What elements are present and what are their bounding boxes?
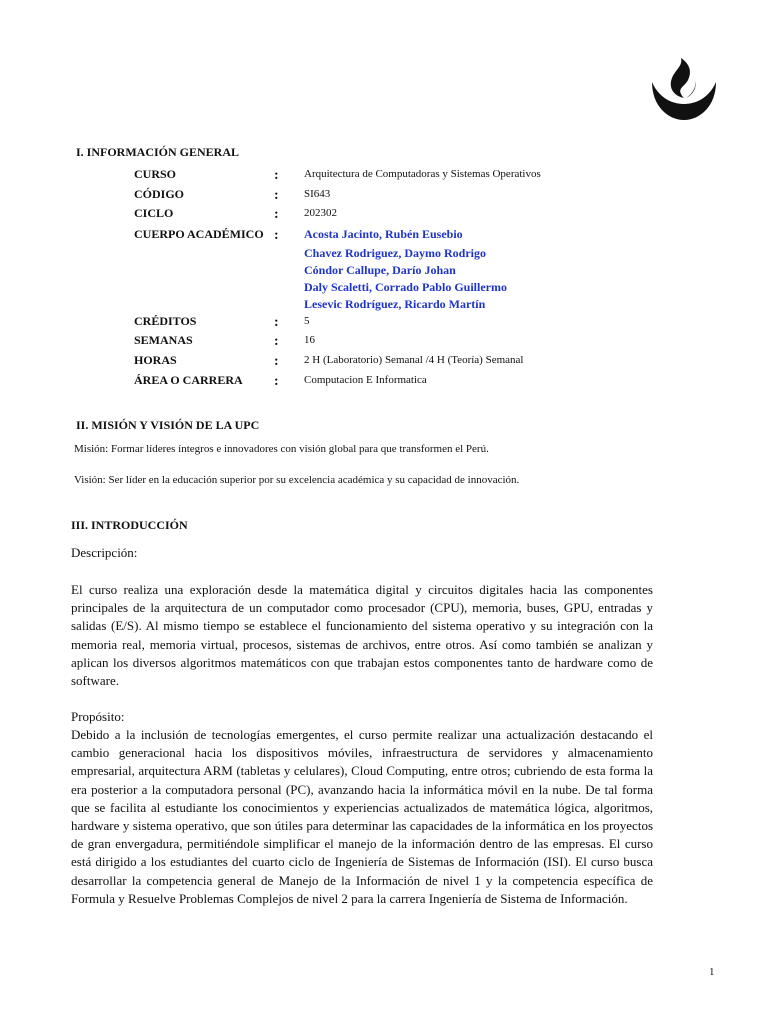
field-label-ciclo: CICLO — [134, 206, 174, 220]
descripcion-label: Descripción: — [71, 545, 138, 560]
field-colon: : — [274, 374, 279, 389]
proposito-paragraph: Debido a la inclusión de tecnologías emergentes, el curso permite realizar una actualización destacando el cambio generacional hacia los dispositivos móviles, infraestructura de servidores y almacenamiento empresarial, arquitectura ARM (tabletas y celulares), Cloud Computing, entre otros; cubriendo de esta forma la era posterior a la computadora personal (PC), avanzando hacia la informática móvil en la nube. De tal forma que se facilita al estudiante los conocimientos y experiencias actualizados de matemática lógica, algoritmos, hardware y sistema operativo, que son útiles para determinar las capacidades de la informática en los proyectos de gran envergadura, permitiéndole simplificar el manejo de la información dentro de las empresas. El curso está dirigido a los estudiantes del cuarto ciclo de Ingeniería de Sistemas de Información (ISI). El curso busca desarrollar la competencia general de Manejo de la Información de nivel 1 y la competencia específica de Formula y Resuelve Problemas Complejos de nivel 2 para la carrera Ingeniería de Sistema de Información. — [71, 727, 653, 906]
faculty-member: Chavez Rodriguez, Daymo Rodrigo — [304, 246, 486, 260]
field-label-codigo: CÓDIGO — [134, 187, 185, 201]
field-label-horas: HORAS — [134, 353, 177, 367]
field-colon: : — [274, 188, 279, 203]
field-colon: : — [274, 168, 279, 183]
section-heading-mision-vision: II. MISIÓN Y VISIÓN DE LA UPC — [76, 418, 260, 432]
descripcion-paragraph: El curso realiza una exploración desde la matemática digital y circuitos digitales hacia las componentes principales de la arquitectura de un computador como procesador (CPU), memoria, buses, GPU, entradas y salidas (E/S). Al mismo tiempo se establece el funcionamiento del sistema operativo y su integración con la memoria real, memoria virtual, procesos, sistemas de archivos, entre otros. Así como también se analizan y aplican los diversos algoritmos matemáticos con que trabajan estos componentes tanto de hardware como de software. — [71, 582, 653, 689]
field-value-codigo: SI643 — [304, 188, 331, 200]
faculty-member: Lesevic Rodríguez, Ricardo Martín — [304, 297, 486, 311]
field-label-cuerpo-academico: CUERPO ACADÉMICO — [134, 227, 264, 241]
field-value-ciclo: 202302 — [304, 207, 337, 219]
faculty-member: Acosta Jacinto, Rubén Eusebio — [304, 227, 463, 241]
field-colon: : — [274, 207, 279, 222]
field-label-creditos: CRÉDITOS — [134, 314, 197, 328]
field-value-horas: 2 H (Laboratorio) Semanal /4 H (Teoría) Semanal — [304, 354, 524, 366]
field-colon: : — [274, 315, 279, 330]
page-number: 1 — [709, 966, 715, 978]
section-heading-introduccion: III. INTRODUCCIÓN — [71, 518, 188, 532]
section-heading-informacion-general: I. INFORMACIÓN GENERAL — [76, 145, 240, 159]
proposito-label: Propósito: — [71, 709, 125, 724]
mision-text: Misión: Formar líderes íntegros e innovadores con visión global para que transformen el Perú. — [74, 443, 489, 455]
field-value-area-carrera: Computacion E Informatica — [304, 374, 427, 386]
field-label-semanas: SEMANAS — [134, 333, 193, 347]
field-label-area-carrera: ÁREA O CARRERA — [134, 373, 243, 387]
field-value-curso: Arquitectura de Computadoras y Sistemas Operativos — [304, 168, 541, 180]
vision-text: Visión: Ser líder en la educación superior por su excelencia académica y su capacidad de innovación. — [74, 474, 520, 486]
field-value-semanas: 16 — [304, 334, 315, 346]
field-label-curso: CURSO — [134, 167, 177, 181]
field-value-creditos: 5 — [304, 315, 310, 327]
field-colon: : — [274, 354, 279, 369]
field-colon: : — [274, 334, 279, 349]
upc-logo-icon — [648, 58, 720, 122]
field-colon: : — [274, 228, 279, 243]
faculty-member: Cóndor Callupe, Darío Johan — [304, 263, 456, 277]
faculty-member: Daly Scaletti, Corrado Pablo Guillermo — [304, 280, 507, 294]
